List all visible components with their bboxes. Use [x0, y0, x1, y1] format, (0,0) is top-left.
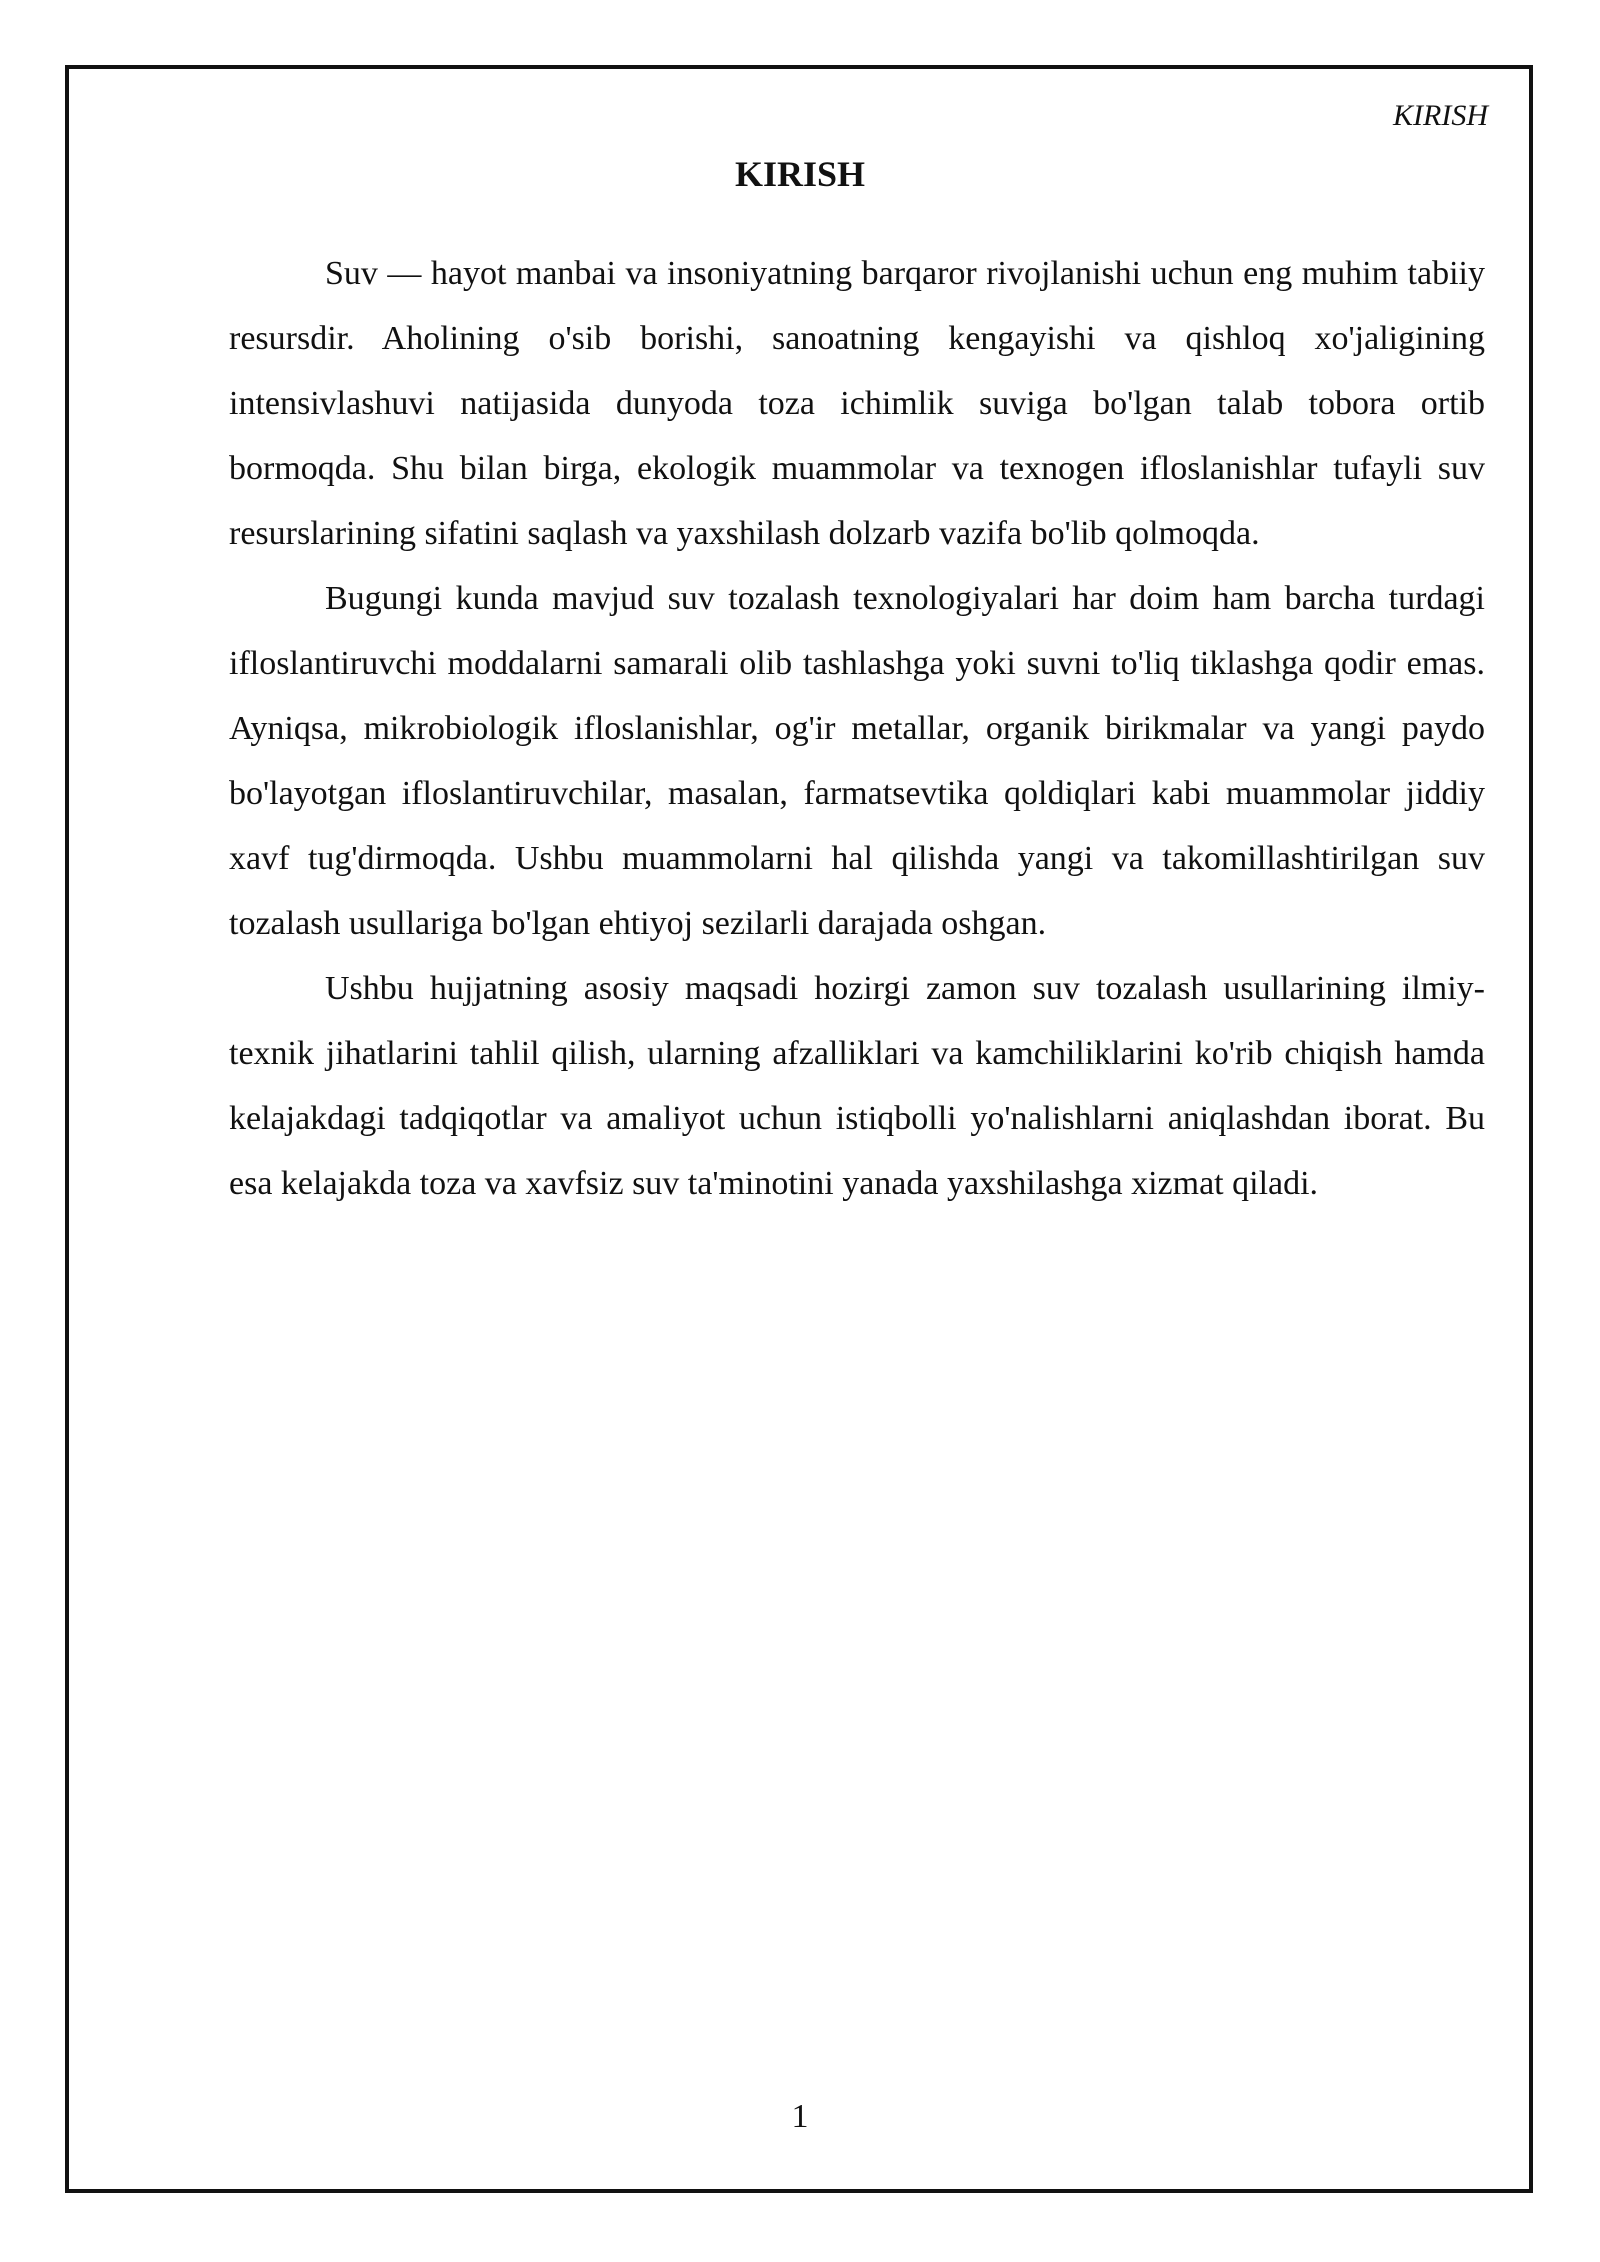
page-number: 1 [791, 2098, 809, 2135]
page-title: KIRISH [734, 154, 866, 194]
body-text [229, 241, 1485, 1216]
paragraph: Suv — hayot manbai va insoniyatning barqaror rivojlanishi uchun eng muhim tabiiy resursdir. Aholining o'sib borishi, sanoatning kengayishi va qishloq xo'jaligining intensivlashuvi natijasida dunyoda toza ichimlik suviga bo'lgan talab tobora ortib bormoqda. Shu bilan birga, ekologik muammolar va texnogen ifloslanishlar tufayli suv resurslarining sifatini saqlash va yaxshilash dolzarb vazifa bo'lib qolmoqda. [229, 255, 1485, 552]
paragraph: Ushbu hujjatning asosiy maqsadi hozirgi zamon suv tozalash usullarining ilmiy-texnik jihatlarini tahlil qilish, ularning afzalliklari va kamchiliklarini ko'rib chiqish hamda kelajakdagi tadqiqotlar va amaliyot uchun istiqbolli yo'nalishlarni aniqlashdan iborat. Bu esa kelajakda toza va xavfsiz suv ta'minotini yanada yaxshilashga xizmat qiladi. [229, 970, 1485, 1202]
paragraph: Bugungi kunda mavjud suv tozalash texnologiyalari har doim ham barcha turdagi ifloslantiruvchi moddalarni samarali olib tashlashga yoki suvni to'liq tiklashga qodir emas. Ayniqsa, mikrobiologik ifloslanishlar, og'ir metallar, organik birikmalar va yangi paydo bo'layotgan ifloslantiruvchilar, masalan, farmatsevtika qoldiqlari kabi muammolar jiddiy xavf tug'dirmoqda. Ushbu muammolarni hal qilishda yangi va takomillashtirilgan suv tozalash usullariga bo'lgan ehtiyoj sezilarli darajada oshgan. [229, 580, 1485, 942]
running-header: KIRISH [1393, 99, 1488, 132]
